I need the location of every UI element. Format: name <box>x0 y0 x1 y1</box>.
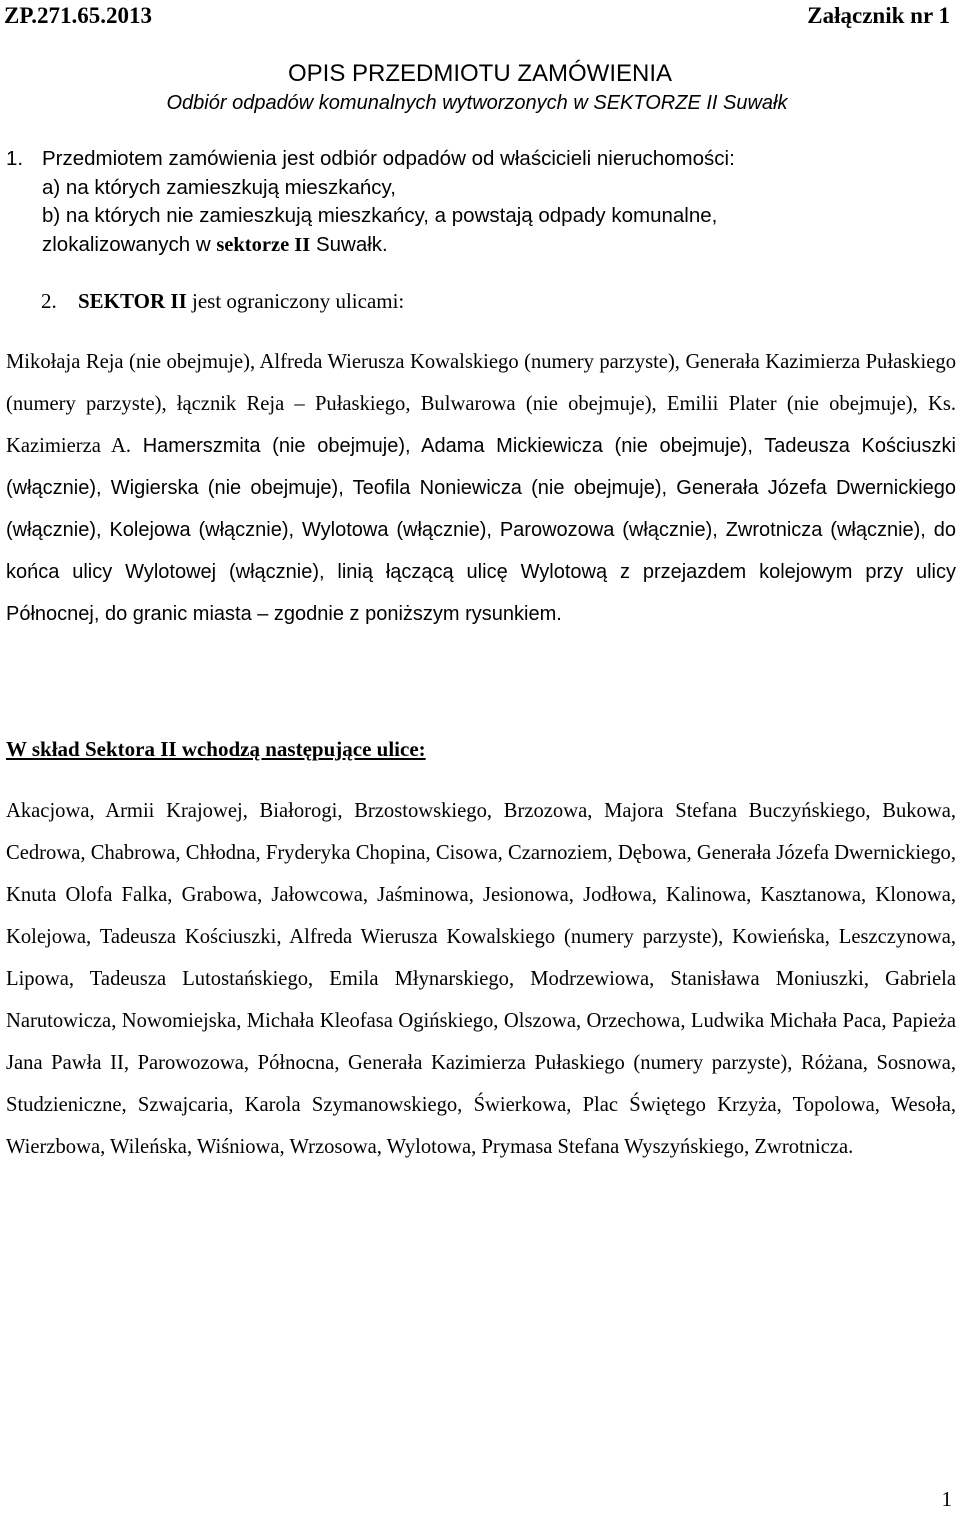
streets-heading: W skład Sektora II wchodzą następujące ulice: <box>6 737 426 761</box>
boundary-paragraph <box>6 341 956 635</box>
location-prefix: zlokalizowanych w <box>42 232 217 256</box>
section-1-intro <box>6 145 946 174</box>
section-1-number: 1. <box>6 147 24 170</box>
streets-list: Akacjowa, Armii Krajowej, Białorogi, Brzostowskiego, Brzozowa, Majora Stefana Buczyńskiego, Bukowa, Cedrowa, Chabrowa, Chłodna, Fryderyka Chopina, Cisowa, Czarnoziem, Dębowa, Generała Józefa Dwernickiego, Knuta Olofa Falka, Grabowa, Jałowcowa, Jaśminowa, Jesionowa, Jodłowa, Kalinowa, Kasztanowa, Klonowa, Kolejowa, Tadeusza Kościuszki, Alfreda Wierusza Kowalskiego (numery parzyste), Kowieńska, Leszczynowa, Lipowa, Tadeusza Lutostańskiego, Emila Młynarskiego, Modrzewiowa, Stanisława Moniuszki, Gabriela Narutowicza, Nowomiejska, Michała Kleofasa Ogińskiego, Olszowa, Orzechowa, Ludwika Michała Paca, Papieża Jana Pawła II, Parowozowa, Północna, Generała Kazimierza Pułaskiego (numery parzyste), Różana, Sosnowa, Studzieniczne, Szwajcaria, Karola Szymanowskiego, Świerkowa, Plac Świętego Krzyża, Topolowa, Wesoła, Wierzbowa, Wileńska, Wiśniowa, Wrzosowa, Wylotowa, Prymasa Stefana Wyszyńskiego, Zwrotnicza. <box>6 800 956 1159</box>
location-suffix: Suwałk. <box>310 232 388 256</box>
section-1-item-a: a) na których zamieszkują mieszkańcy, <box>42 175 396 199</box>
section-1-intro-text: Przedmiotem zamówienia jest odbiór odpadów od właścicieli nieruchomości: <box>42 147 735 170</box>
document-subtitle: Odbiór odpadów komunalnych wytworzonych w SEKTORZE II Suwałk <box>166 92 788 114</box>
document-title: OPIS PRZEDMIOTU ZAMÓWIENIA <box>287 60 672 87</box>
section-1-location <box>6 231 946 260</box>
page-number: 1 <box>941 1487 952 1511</box>
section-2-heading <box>41 287 404 315</box>
sector-label: SEKTOR II <box>78 289 187 313</box>
section-2-heading-rest: jest ograniczony ulicami: <box>186 289 405 313</box>
boundary-text-1: Mikołaja Reja (nie obejmuje), Alfreda Wierusza Kowalskiego (numery parzyste), Generała Kazimierza Pułaskiego (numery parzyste), łącznik Reja – Pułaskiego, Bulwarowa (nie obejmuje), Emilii Plater (nie obejmuje), Ks. Kazimierza A. <box>6 351 956 458</box>
boundary-text-2: Hamerszmita (nie obejmuje), Adama Mickiewicza (nie obejmuje), Tadeusza Kościuszki (włącznie), Wigierska (nie obejmuje), Teofila Noniewicza (nie obejmuje), Generała Józefa Dwernickiego (włącznie), Kolejowa (włącznie), Wylotowa (włącznie), Parowozowa (włącznie), Zwrotnicza (włącznie), do końca ulicy Wylotowej (włącznie), linią łączącą ulicę Wylotową z przejazdem kolejowym przy ulicy Północnej, do granic miasta – zgodnie z poniższym rysunkiem. <box>6 435 956 626</box>
attachment-label: Załącznik nr 1 <box>807 3 950 28</box>
section-2-number: 2. <box>41 289 57 313</box>
reference-number: ZP.271.65.2013 <box>4 3 153 28</box>
section-1-item-b: b) na których nie zamieszkują mieszkańcy, a powstają odpady komunalne, <box>42 204 718 228</box>
location-bold: sektorze II <box>216 233 311 256</box>
section-1 <box>6 145 946 259</box>
